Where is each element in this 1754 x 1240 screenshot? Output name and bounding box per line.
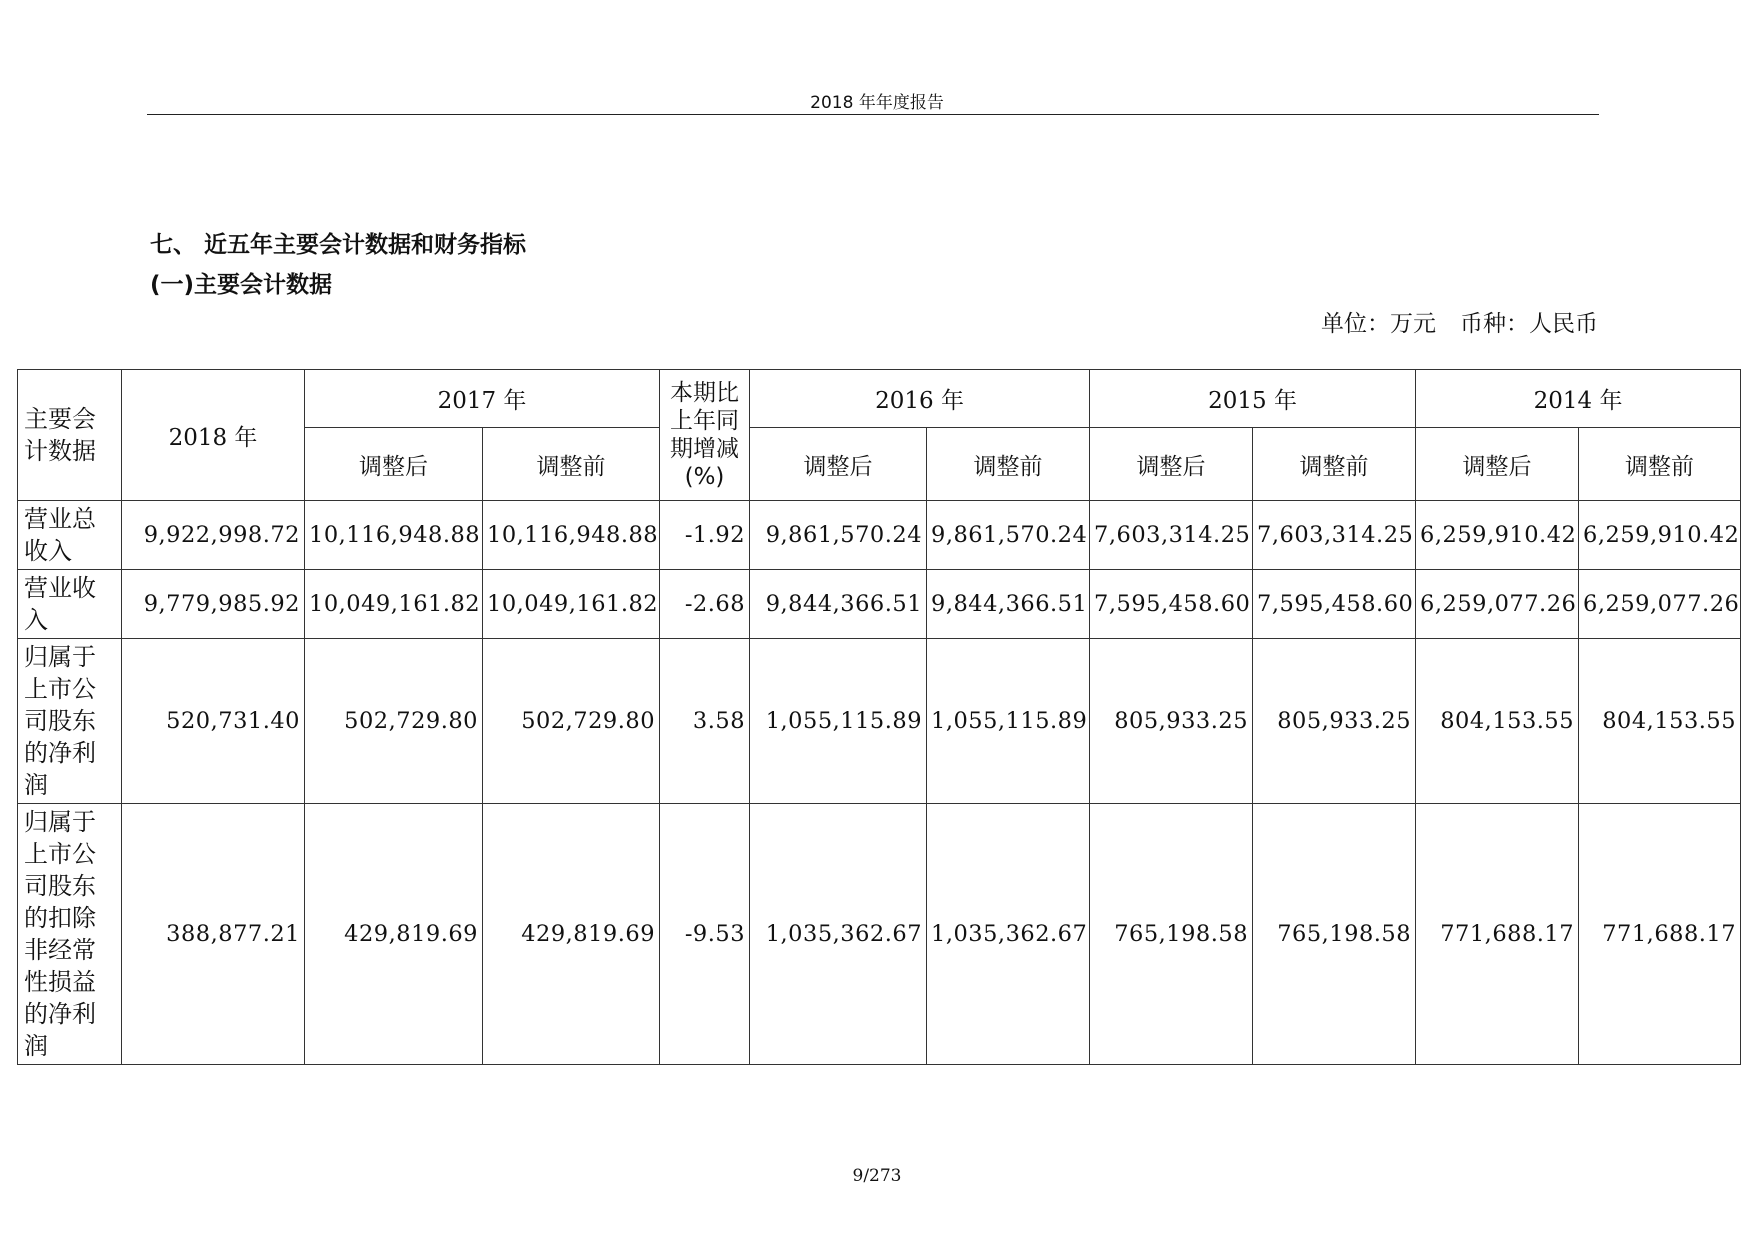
cell-2014-adjusted-before: 6,259,077.26 [1579, 570, 1741, 639]
report-header-title: 2018 年年度报告 [810, 93, 944, 113]
header-2014-adjusted-after: 调整后 [1416, 428, 1579, 501]
key-accounting-data-table [17, 369, 1741, 1065]
cell-2016-adjusted-after: 9,861,570.24 [750, 501, 927, 570]
header-divider [147, 114, 1599, 115]
cell-2018: 9,922,998.72 [122, 501, 305, 570]
header-2016-adjusted-before: 调整前 [927, 428, 1090, 501]
corner-label: 主要会计数据 [18, 370, 122, 501]
cell-2015-adjusted-after: 7,603,314.25 [1090, 501, 1253, 570]
cell-2014-adjusted-after: 771,688.17 [1416, 804, 1579, 1065]
cell-2015-adjusted-after: 765,198.58 [1090, 804, 1253, 1065]
cell-2015-adjusted-before: 7,595,458.60 [1253, 570, 1416, 639]
header-2016: 2016 年 [750, 370, 1090, 428]
row-label-net-profit-attributable: 归属于上市公司股东的净利润 [18, 639, 122, 804]
cell-2016-adjusted-after: 1,035,362.67 [750, 804, 927, 1065]
header-2016-adjusted-after: 调整后 [750, 428, 927, 501]
cell-2018: 520,731.40 [122, 639, 305, 804]
cell-2016-adjusted-before: 9,844,366.51 [927, 570, 1090, 639]
header-2015-adjusted-before: 调整前 [1253, 428, 1416, 501]
subsection-title: (一)主要会计数据 [150, 272, 333, 298]
cell-2014-adjusted-before: 6,259,910.42 [1579, 501, 1741, 570]
cell-yoy-change: -1.92 [660, 501, 750, 570]
row-label-net-profit-excl-non-recurring: 归属于上市公司股东的扣除非经常性损益的净利润 [18, 804, 122, 1065]
table-row [18, 804, 1741, 1065]
header-2015: 2015 年 [1090, 370, 1416, 428]
cell-2016-adjusted-after: 9,844,366.51 [750, 570, 927, 639]
cell-2015-adjusted-after: 7,595,458.60 [1090, 570, 1253, 639]
unit-currency-line [1297, 305, 1598, 338]
header-2018: 2018 年 [122, 370, 305, 501]
cell-2015-adjusted-after: 805,933.25 [1090, 639, 1253, 804]
cell-2017-adjusted-after: 10,116,948.88 [305, 501, 483, 570]
cell-yoy-change: -9.53 [660, 804, 750, 1065]
row-label-operating-revenue: 营业收入 [18, 570, 122, 639]
table-row [18, 639, 1741, 804]
page-number: 9/273 [852, 1166, 902, 1186]
table-row [18, 570, 1741, 639]
cell-2017-adjusted-after: 429,819.69 [305, 804, 483, 1065]
cell-2014-adjusted-before: 804,153.55 [1579, 639, 1741, 804]
cell-2015-adjusted-before: 765,198.58 [1253, 804, 1416, 1065]
cell-2017-adjusted-after: 502,729.80 [305, 639, 483, 804]
cell-yoy-change: -2.68 [660, 570, 750, 639]
table-row [18, 501, 1741, 570]
header-2017: 2017 年 [305, 370, 660, 428]
cell-2017-adjusted-before: 10,116,948.88 [483, 501, 660, 570]
cell-2016-adjusted-before: 1,035,362.67 [927, 804, 1090, 1065]
cell-2015-adjusted-before: 7,603,314.25 [1253, 501, 1416, 570]
cell-2016-adjusted-before: 1,055,115.89 [927, 639, 1090, 804]
header-yoy-change: 本期比上年同期增减(%) [660, 370, 750, 501]
cell-2018: 388,877.21 [122, 804, 305, 1065]
unit-label: 单位：万元 [1321, 311, 1436, 337]
cell-2015-adjusted-before: 805,933.25 [1253, 639, 1416, 804]
cell-2016-adjusted-after: 1,055,115.89 [750, 639, 927, 804]
cell-2017-adjusted-after: 10,049,161.82 [305, 570, 483, 639]
cell-2017-adjusted-before: 429,819.69 [483, 804, 660, 1065]
cell-2014-adjusted-after: 804,153.55 [1416, 639, 1579, 804]
header-2017-adjusted-before: 调整前 [483, 428, 660, 501]
header-2014-adjusted-before: 调整前 [1579, 428, 1741, 501]
table-header-row-years [18, 370, 1741, 428]
cell-yoy-change: 3.58 [660, 639, 750, 804]
cell-2014-adjusted-after: 6,259,910.42 [1416, 501, 1579, 570]
cell-2017-adjusted-before: 502,729.80 [483, 639, 660, 804]
header-2017-adjusted-after: 调整后 [305, 428, 483, 501]
cell-2014-adjusted-after: 6,259,077.26 [1416, 570, 1579, 639]
currency-label: 币种：人民币 [1460, 311, 1598, 337]
section-title: 七、 近五年主要会计数据和财务指标 [150, 232, 527, 258]
cell-2018: 9,779,985.92 [122, 570, 305, 639]
row-label-total-operating-revenue: 营业总收入 [18, 501, 122, 570]
cell-2016-adjusted-before: 9,861,570.24 [927, 501, 1090, 570]
cell-2017-adjusted-before: 10,049,161.82 [483, 570, 660, 639]
header-2014: 2014 年 [1416, 370, 1741, 428]
cell-2014-adjusted-before: 771,688.17 [1579, 804, 1741, 1065]
header-2015-adjusted-after: 调整后 [1090, 428, 1253, 501]
